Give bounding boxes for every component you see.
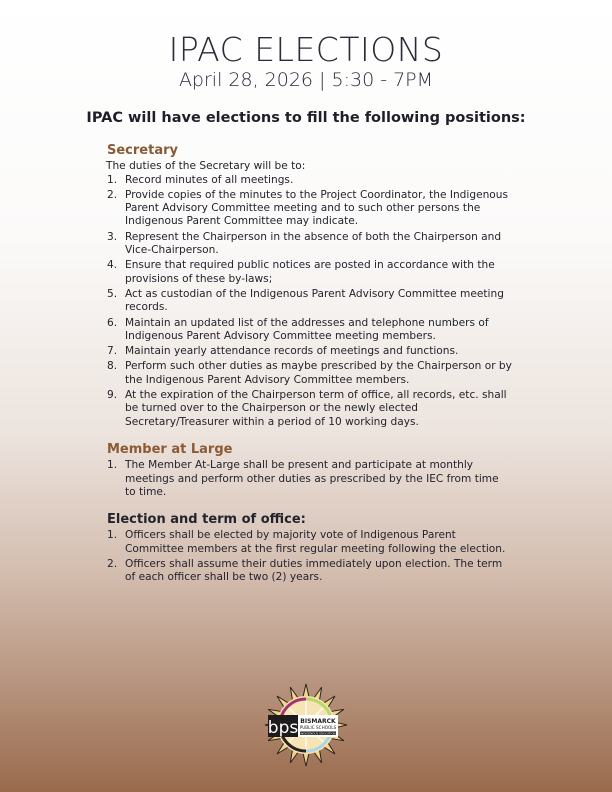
election-term-heading: Election and term of office:: [107, 512, 306, 528]
list-item: 7. Maintain yearly attendance records of meetings and functions.: [107, 345, 459, 358]
svg-text:PUBLIC SCHOOLS: PUBLIC SCHOOLS: [299, 725, 337, 730]
list-item: 4. Ensure that required public notices are posted in accordance with the provisions of these by-laws;: [107, 259, 495, 285]
content-body: [107, 144, 512, 587]
svg-text:INDIGENOUS EDUCATION: INDIGENOUS EDUCATION: [300, 731, 336, 736]
svg-text:bps: bps: [267, 718, 299, 738]
list-item: 3. Represent the Chairperson in the absence of both the Chairperson and Vice-Chairperson.: [107, 230, 502, 257]
member-at-large-list: [107, 459, 512, 499]
svg-text:BISMARCK: BISMARCK: [300, 718, 336, 725]
secretary-lead: The duties of the Secretary will be to:: [106, 160, 306, 173]
list-item: 9. At the expiration of the Chairperson term of office, all records, etc. shall be turned over to the Chairperson or the newly elected Secretary/Treasurer within a period of 10 working days.: [107, 389, 507, 428]
member-at-large-heading: Member at Large: [107, 441, 233, 457]
medicine-wheel-sun-logo-icon: [264, 683, 348, 767]
page-title: IPAC ELECTIONS: [168, 30, 444, 69]
bps-logo: [264, 683, 348, 767]
secretary-duties-list: [107, 174, 512, 429]
list-item: 8. Perform such other duties as maybe prescribed by the Chairperson or by the Indigenous Parent Advisory Committee members.: [107, 360, 512, 386]
list-item: 2. Officers shall assume their duties immediately upon election. The term of each officer shall be two (2) years.: [107, 558, 503, 584]
list-item: 2. Provide copies of the minutes to the Project Coordinator, the Indigenous Parent Advisory Committee meeting and to such other persons the Indigenous Parent Committee may indicate.: [107, 188, 509, 228]
list-item: 6. Maintain an updated list of the addresses and telephone numbers of Indigenous Parent Advisory Committee meeting members.: [107, 316, 489, 342]
list-item: 1. Record minutes of all meetings.: [107, 173, 294, 186]
list-item: 1. The Member At-Large shall be present and participate at monthly meetings and perform other duties as prescribed by the IEC from time to time.: [107, 459, 499, 498]
secretary-heading: Secretary: [107, 143, 178, 158]
intro-heading: IPAC will have elections to fill the following positions:: [86, 110, 526, 126]
event-date-time: April 28, 2026 | 5:30 - 7PM: [178, 69, 434, 91]
election-term-list: [107, 529, 512, 584]
list-item: 1. Officers shall be elected by majority vote of Indigenous Parent Committee members at the first regular meeting following the election.: [107, 529, 506, 555]
list-item: 5. Act as custodian of the Indigenous Parent Advisory Committee meeting records.: [107, 287, 504, 314]
